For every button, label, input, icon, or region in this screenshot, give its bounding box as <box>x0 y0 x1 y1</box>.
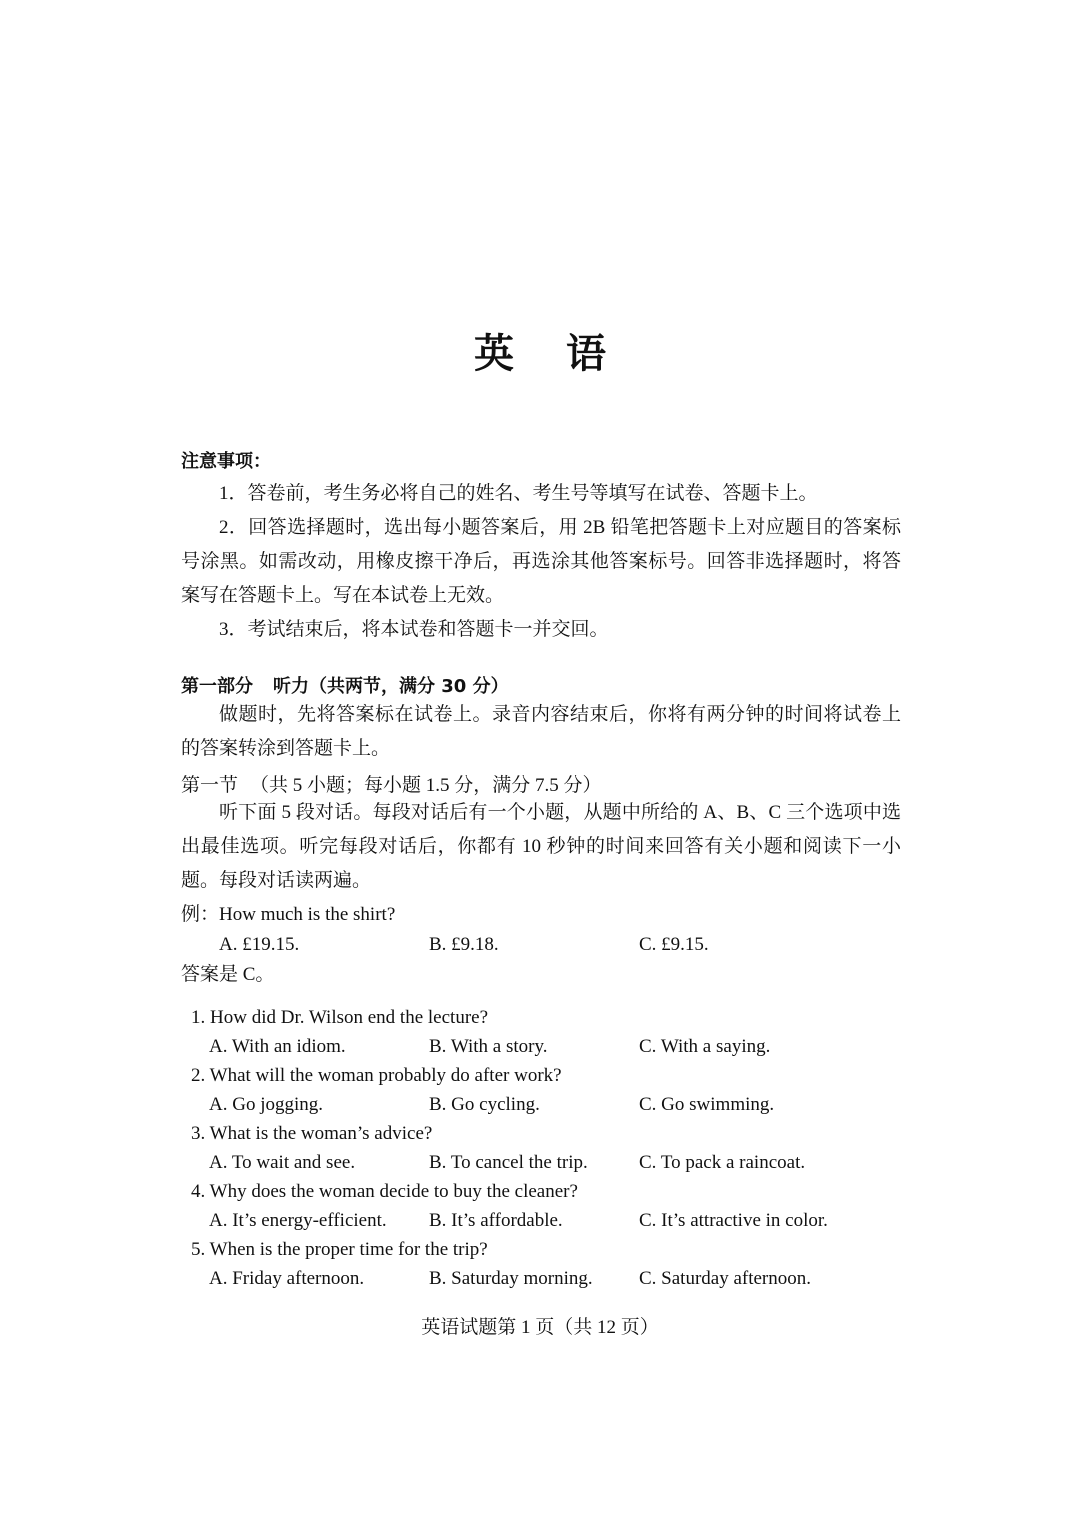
example-option-a: A. £19.15. <box>219 934 300 955</box>
question-5-option-a: A. Friday afternoon. <box>209 1268 365 1289</box>
example-option-b: B. £9.18. <box>429 934 499 955</box>
question-3-option-b: B. To cancel the trip. <box>429 1152 588 1173</box>
question-2-option-b: B. Go cycling. <box>429 1094 540 1115</box>
part1-heading-title: 听力（共两节，满分 30 分） <box>273 676 509 697</box>
question-3-text: 3. What is the woman’s advice? <box>191 1123 433 1144</box>
question-1-option-b: B. With a story. <box>429 1036 548 1057</box>
example-block <box>181 900 901 990</box>
part1-intro <box>181 698 901 766</box>
question-1-text: 1. How did Dr. Wilson end the lecture? <box>191 1007 489 1028</box>
section1-heading-label: 第一节 <box>181 775 239 796</box>
question-2-option-a: A. Go jogging. <box>209 1094 323 1115</box>
question-2-text: 2. What will the woman probably do after work? <box>191 1065 562 1086</box>
question-4-option-a: A. It’s energy-efficient. <box>209 1210 387 1231</box>
section1-intro-text: 听下面 5 段对话。每段对话后有一个小题，从题中所给的 A、B、C 三个选项中选出最佳选项。听完每段对话后，你都有 10 秒钟的时间来回答有关小题和阅读下一小题。每段对话读两遍。 <box>181 802 901 891</box>
question-5-option-b: B. Saturday morning. <box>429 1268 593 1289</box>
title-char-1: 英 <box>474 331 514 377</box>
part1-heading <box>181 672 509 698</box>
question-3-options <box>181 1148 901 1177</box>
question-3-option-a: A. To wait and see. <box>209 1152 356 1173</box>
example-options <box>181 930 901 960</box>
example-answer: 答案是 C。 <box>181 964 275 985</box>
question-1-option-a: A. With an idiom. <box>209 1036 346 1057</box>
section1-intro <box>181 796 901 898</box>
question-5-option-c: C. Saturday afternoon. <box>639 1268 812 1289</box>
section1-heading-info: （共 5 小题；每小题 1.5 分，满分 7.5 分） <box>250 775 602 796</box>
question-2-option-c: C. Go swimming. <box>639 1094 775 1115</box>
question-3-option-c: C. To pack a raincoat. <box>639 1152 806 1173</box>
notice-heading: 注意事项： <box>181 451 271 472</box>
question-2-options <box>181 1090 901 1119</box>
question-4-option-c: C. It’s attractive in color. <box>639 1210 828 1231</box>
example-question: 例：How much is the shirt? <box>181 904 396 925</box>
title-char-2: 语 <box>566 331 606 377</box>
notice-item-3: 3．考试结束后，将本试卷和答题卡一并交回。 <box>219 619 609 640</box>
question-list <box>181 1003 901 1293</box>
notice-item-2: 2．回答选择题时，选出每小题答案后，用 2B 铅笔把答题卡上对应题目的答案标号涂黑。如需改动，用橡皮擦干净后，再选涂其他答案标号。回答非选择题时，将答案写在答题卡上。写在本试卷上无效。 <box>181 517 901 606</box>
part1-heading-label: 第一部分 <box>181 676 253 697</box>
page-title <box>0 322 1080 379</box>
question-5-options <box>181 1264 901 1293</box>
part1-intro-text: 做题时，先将答案标在试卷上。录音内容结束后，你将有两分钟的时间将试卷上的答案转涂到答题卡上。 <box>181 704 901 759</box>
notice-list <box>181 477 901 647</box>
notice-item-1: 1．答卷前，考生务必将自己的姓名、考生号等填写在试卷、答题卡上。 <box>219 483 818 504</box>
question-4-options <box>181 1206 901 1235</box>
question-1-option-c: C. With a saying. <box>639 1036 771 1057</box>
question-1-options <box>181 1032 901 1061</box>
page-footer: 英语试题第 1 页（共 12 页） <box>421 1317 659 1338</box>
question-4-option-b: B. It’s affordable. <box>429 1210 563 1231</box>
example-option-c: C. £9.15. <box>639 934 709 955</box>
question-4-text: 4. Why does the woman decide to buy the cleaner? <box>191 1181 578 1202</box>
question-5-text: 5. When is the proper time for the trip? <box>191 1239 488 1260</box>
section1-heading <box>181 770 602 797</box>
